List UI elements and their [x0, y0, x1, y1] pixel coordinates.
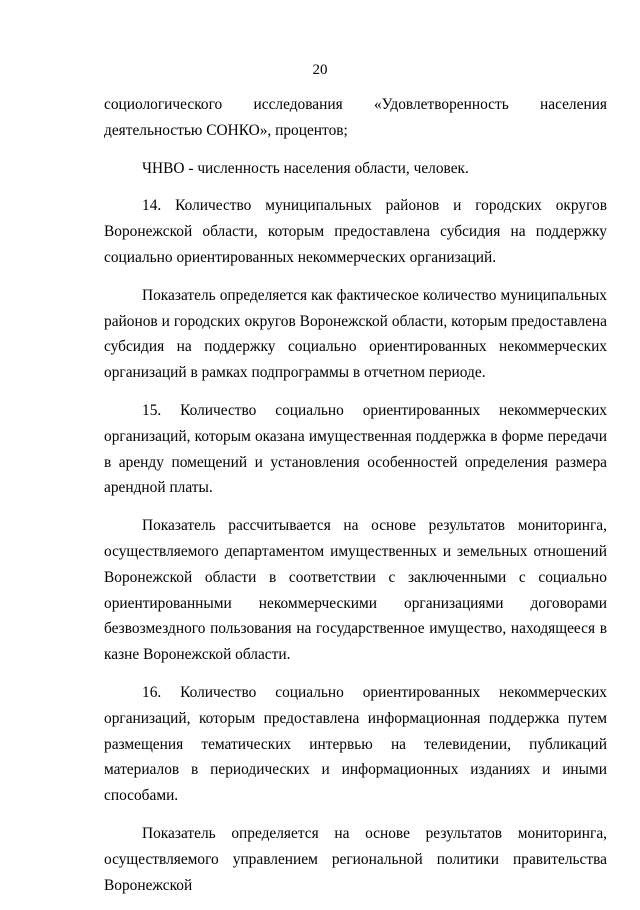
paragraph-item-14: 14. Количество муниципальных районов и городских округов Воронежской области, которым предоставлена субсидия на поддержку социально ориентированных некоммерческих организаций. [104, 197, 607, 266]
paragraph-item-15: 15. Количество социально ориентированных некоммерческих организаций, которым оказана имущественная поддержка в форме передачи в аренду помещений и установления особенностей определения размера арендной платы. [104, 401, 607, 497]
paragraph-indicator-14: Показатель определяется как фактическое количество муниципальных районов и городских округов Воронежской области, которым предоставлена субсидия на поддержку социально ориентированных некоммерческих организаций в рамках подпрограммы в отчетном периоде. [104, 286, 607, 382]
paragraph-continuation: социологического исследования «Удовлетворенность населения деятельностью СОНКО», процентов; [104, 96, 607, 139]
paragraph-chnvo-definition: ЧНВО - численность населения области, человек. [142, 159, 469, 177]
paragraph-item-16: 16. Количество социально ориентированных некоммерческих организаций, которым предоставлена информационная поддержка путем размещения тематических интервью на телевидении, публикаций материалов в периодических и информационных изданиях и иными способами. [104, 683, 607, 805]
paragraph-indicator-15: Показатель рассчитывается на основе результатов мониторинга, осуществляемого департаментом имущественных и земельных отношений Воронежской области в соответствии с заключенными с социально ориентированными некоммерческими организациями договорами безвозмездного пользования на государственное имущество, находящееся в казне Воронежской области. [104, 517, 607, 664]
page-number: 20 [312, 62, 328, 78]
document-body [104, 92, 607, 910]
paragraph-indicator-16: Показатель определяется на основе результатов мониторинга, осуществляемого управлением региональной политики правительства Воронежской [104, 824, 607, 894]
